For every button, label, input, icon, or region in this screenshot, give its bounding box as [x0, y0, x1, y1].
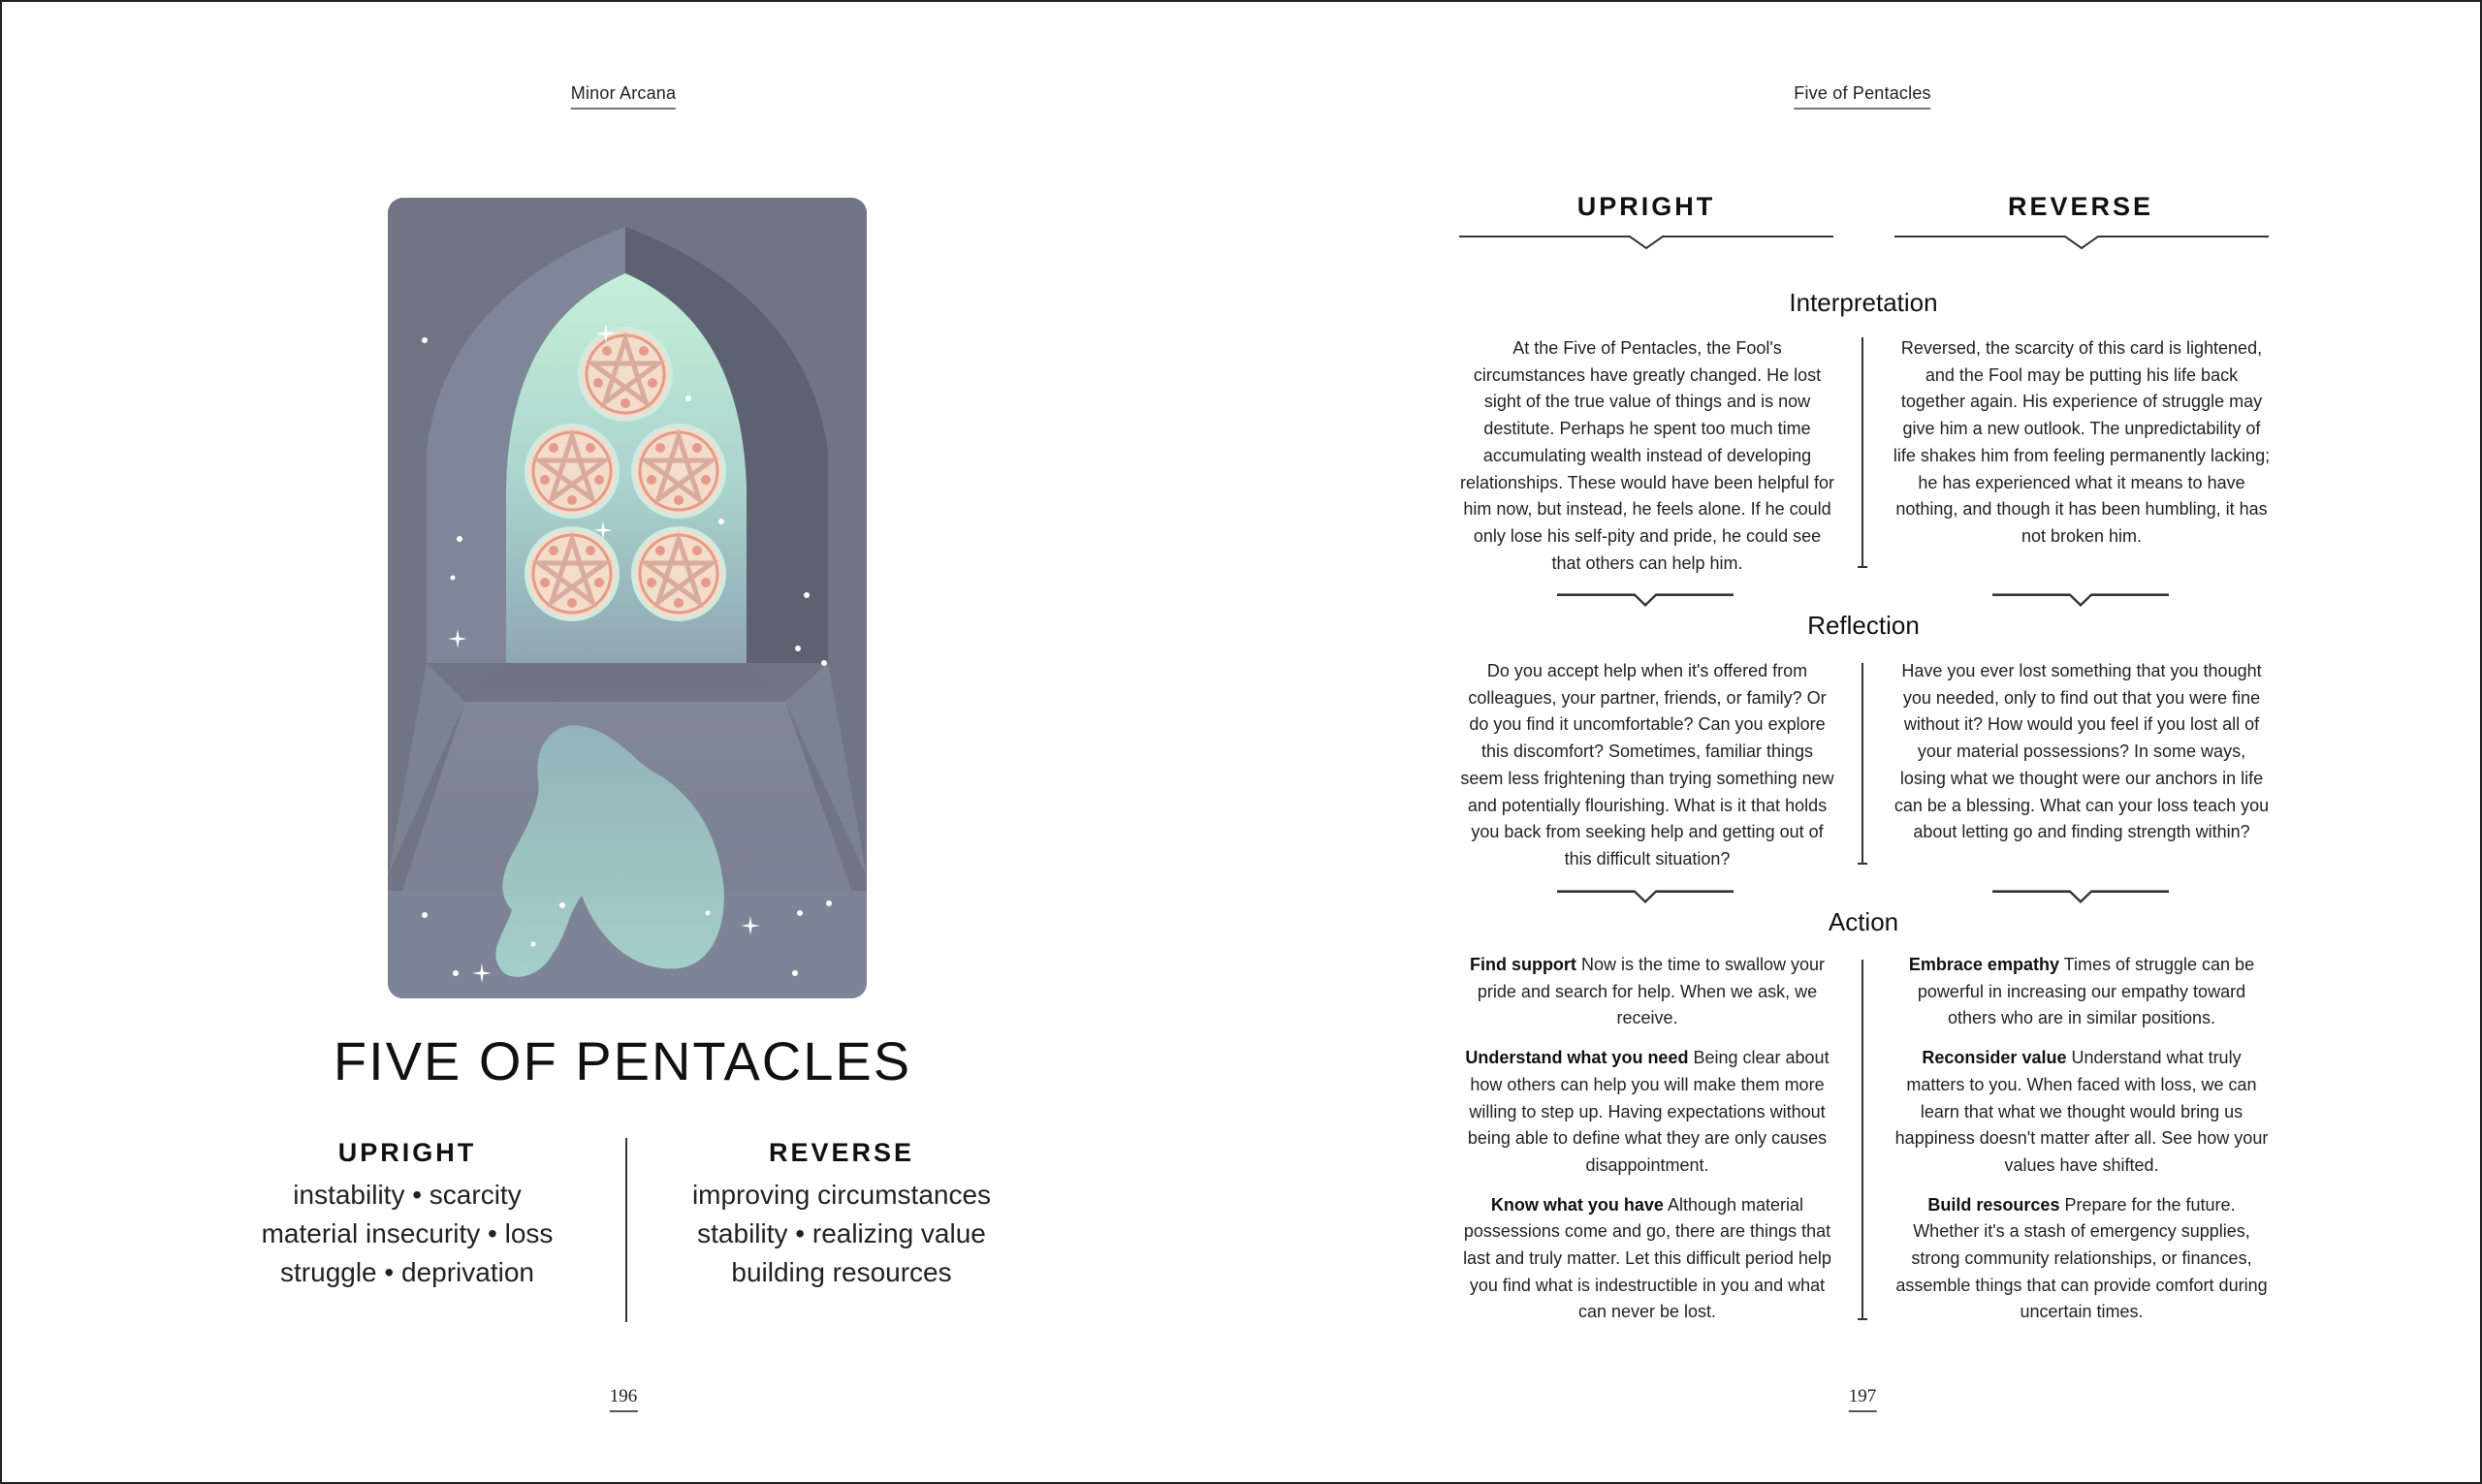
running-head-right: Five of Pentacles: [1794, 83, 1930, 110]
action-text: Prepare for the future. Whether it's a stash of emergency supplies, strong community relationships, or finances, assemble things that can provide comfort during uncertain times.: [1895, 1194, 2268, 1322]
action-upright-list: [1458, 952, 1836, 1339]
action-heading: Understand what you need: [1465, 1048, 1689, 1068]
keyword-line: improving circumstances: [691, 1180, 992, 1210]
upright-keywords: [204, 1138, 611, 1292]
action-text: Although material possessions come and go, there are things that last and truly matter. Let this difficult period help you find what is indestructible in you and what can never be lost.: [1463, 1194, 1831, 1322]
keyword-line: struggle • deprivation: [280, 1257, 534, 1287]
action-heading: Embrace empathy: [1908, 955, 2059, 974]
chevron-divider-icon: [1557, 592, 1734, 608]
action-heading: Know what you have: [1490, 1194, 1664, 1215]
page-number-left: 196: [610, 1386, 638, 1412]
chevron-divider-icon: [1992, 889, 2169, 904]
chevron-divider-icon: [1557, 889, 1734, 904]
running-head-left: Minor Arcana: [571, 83, 676, 110]
action-heading: Find support: [1469, 955, 1576, 974]
action-text: Being clear about how others can help you will make them more willing to step up. Having expectations without being able to define what they are only causes disappointment.: [1467, 1048, 1830, 1175]
reflection-upright-text: Do you accept help when it's offered from colleagues, your partner, friends, or family? Or do you find it uncomfortable? Can you explore this discomfort? Sometimes, familiar things seem less frightening than trying something new and potentially flourishing. What is it that holds you back from seeking help and getting out of this difficult situation?: [1460, 661, 1834, 868]
tarot-card-illustration: [388, 198, 867, 998]
action-item: [1893, 1045, 2271, 1180]
reverse-keywords: [638, 1138, 1045, 1292]
card-title: FIVE OF PENTACLES: [333, 1030, 912, 1091]
keyword-line: material insecurity • loss: [261, 1218, 554, 1248]
action-reverse-list: [1893, 952, 2271, 1339]
interpretation-reverse-text: Reversed, the scarcity of this card is lightened, and the Fool may be putting his life back together again. His experience of struggle may give him a new outlook. The unpredictability of life shakes him from feeling permanently lacking; he has experienced what it means to have nothing, and though it has been humbling, it has not broken him.: [1893, 338, 2271, 546]
action-heading: Reconsider value: [1922, 1048, 2067, 1068]
left-page: [2, 2, 1243, 1482]
action-item: [1458, 1192, 1836, 1327]
keyword-line: stability • realizing value: [697, 1218, 986, 1248]
upright-column-heading: UPRIGHT: [1576, 192, 1716, 221]
card-artwork: [388, 198, 867, 998]
page-number-right: 197: [1849, 1386, 1877, 1412]
keywords-divider: [625, 1138, 627, 1322]
chevron-divider-icon: [1992, 592, 2169, 608]
keywords-block: [2, 1138, 1243, 1322]
action-text: Understand what truly matters to you. When faced with loss, we can learn that what we thought would bring us happiness doesn't matter after all. See how your values have shifted.: [1894, 1048, 2269, 1175]
chevron-divider-icon: [1894, 235, 2269, 250]
action-item: [1458, 952, 1836, 1032]
action-item: [1458, 1045, 1836, 1180]
action-item: [1893, 1192, 2271, 1327]
keyword-line: building resources: [731, 1257, 952, 1287]
section-title-action: Action: [1828, 907, 1899, 936]
column-divider: [1862, 337, 1863, 568]
reverse-heading: REVERSE: [768, 1138, 915, 1167]
section-title-interpretation: Interpretation: [1789, 288, 1938, 317]
interpretation-upright-text: At the Five of Pentacles, the Fool's circumstances have greatly changed. He lost sight of the true value of things and is now destitute. Perhaps he spent too much time accumulating wealth instead of developing relationships. These would have been helpful for him now, but instead, he feels alone. If he could only lose his self-pity and pride, he could see that others can help him.: [1460, 338, 1834, 573]
action-item: [1893, 952, 2271, 1032]
reflection-reverse-text: Have you ever lost something that you thought you needed, only to find out that you were fine without it? How would you feel if you lost all of your material possessions? In some ways, losing what we thought were our anchors in life can be a blessing. What can your loss teach you about letting go and finding strength within?: [1893, 661, 2270, 842]
right-page: [1243, 2, 2482, 1482]
column-divider: [1862, 663, 1863, 865]
action-text: Times of struggle can be powerful in increasing our empathy toward others who are in similar positions.: [1917, 955, 2255, 1028]
upright-heading: UPRIGHT: [337, 1138, 477, 1167]
section-title-reflection: Reflection: [1807, 611, 1920, 640]
column-divider: [1862, 960, 1863, 1320]
keyword-line: instability • scarcity: [293, 1180, 522, 1210]
action-text: Now is the time to swallow your pride and search for help. When we ask, we receive.: [1477, 955, 1826, 1028]
chevron-divider-icon: [1459, 235, 1833, 250]
action-heading: Build resources: [1927, 1194, 2060, 1215]
reverse-column-heading: REVERSE: [2007, 192, 2154, 221]
